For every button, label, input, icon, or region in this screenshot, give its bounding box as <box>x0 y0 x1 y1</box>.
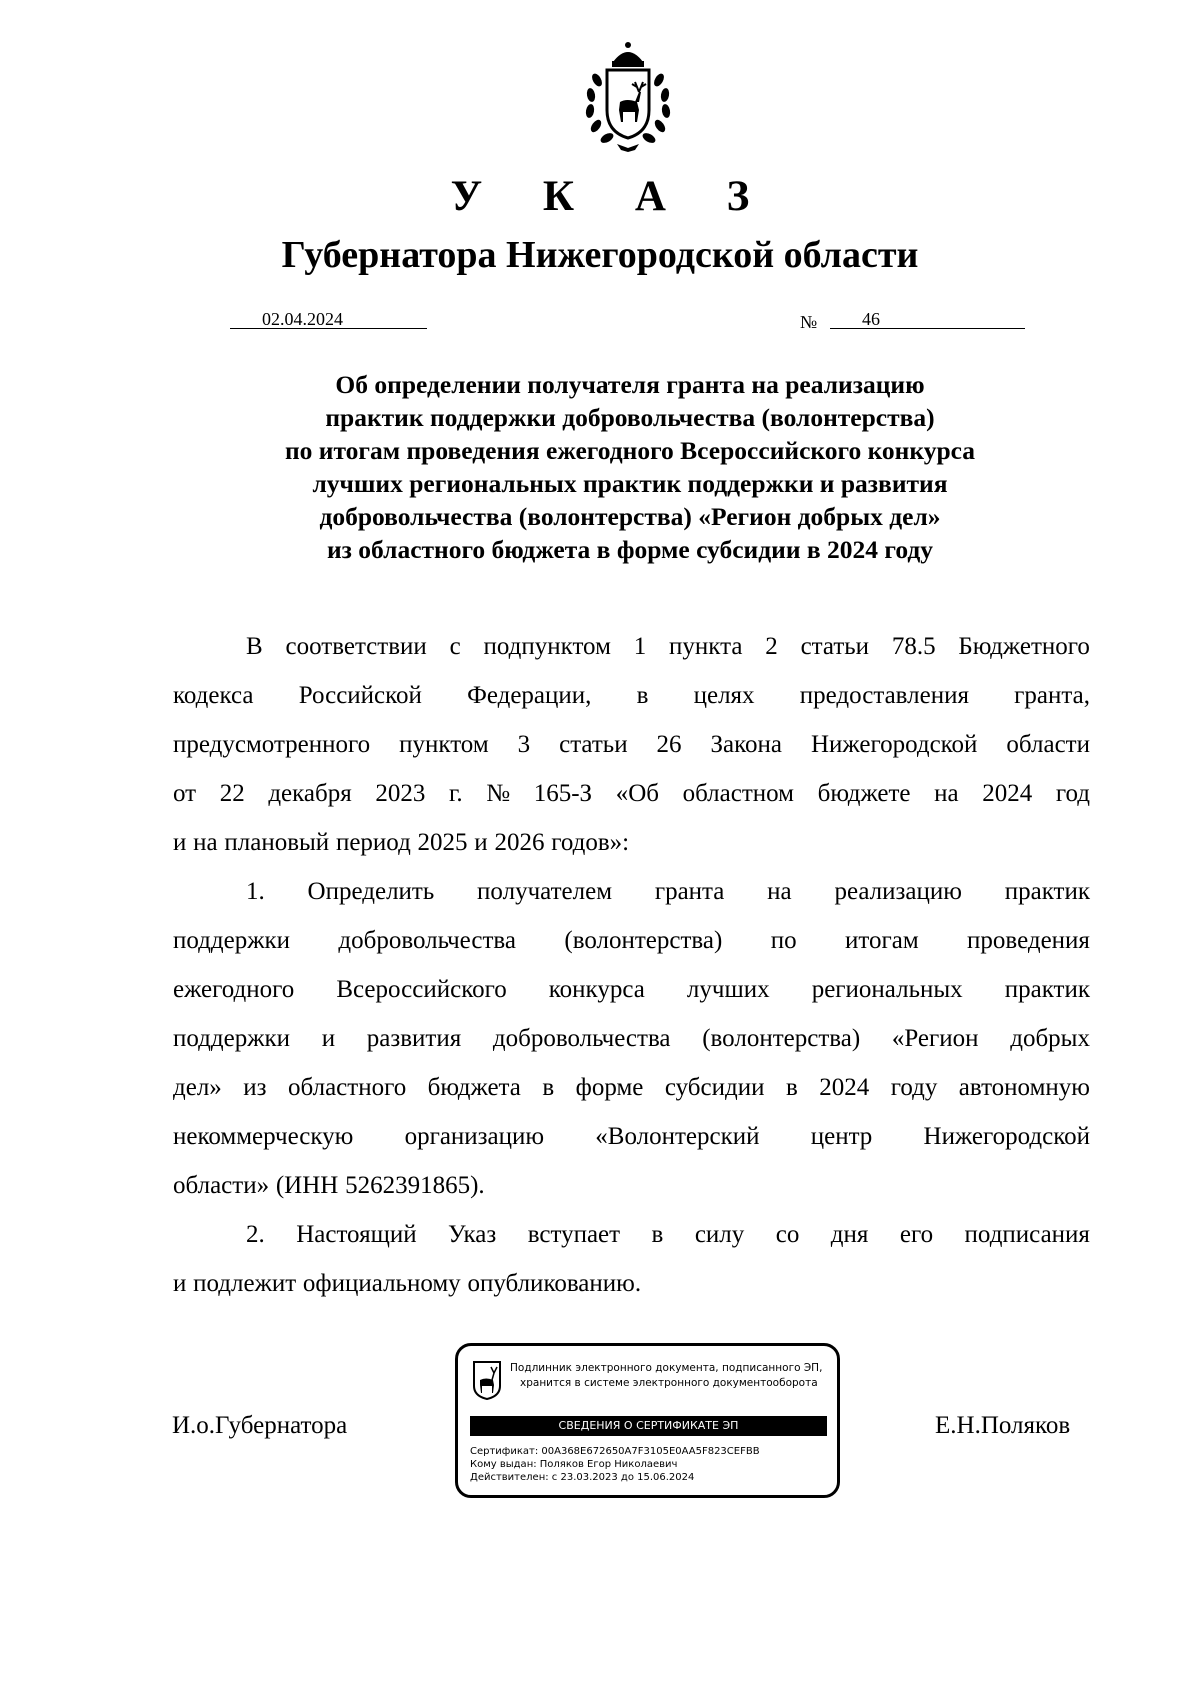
word: официальному <box>302 1270 461 1297</box>
word: и <box>474 829 488 856</box>
word: практик <box>1004 976 1090 1003</box>
word: 22 <box>219 780 245 807</box>
word: в <box>542 1074 555 1101</box>
word: 2 <box>765 633 778 660</box>
word: 2026 <box>494 829 545 856</box>
word: «Регион <box>891 1025 979 1052</box>
word: пунктом <box>399 731 489 758</box>
body-line <box>173 916 1090 965</box>
word: в <box>785 1074 798 1101</box>
body-line <box>173 720 1090 769</box>
word: вступает <box>527 1221 621 1248</box>
word: плановый <box>224 829 330 856</box>
word: годов»: <box>551 829 630 856</box>
word: период <box>335 829 411 856</box>
subject-line: по итогам проведения ежегодного Всероссийского конкурса <box>284 436 976 465</box>
word: подпунктом <box>483 633 611 660</box>
word: центр <box>810 1123 873 1150</box>
document-date: 02.04.2024 <box>262 309 343 329</box>
word: из <box>243 1074 267 1101</box>
word: Нижегородской <box>923 1123 1090 1150</box>
word: Указ <box>448 1221 497 1248</box>
word: региональных <box>811 976 963 1003</box>
word: предоставления <box>799 682 969 709</box>
word: подлежит <box>193 1270 297 1297</box>
word: Нижегородской <box>810 731 978 758</box>
word: 78.5 <box>891 633 936 660</box>
word: некоммерческую <box>173 1123 354 1150</box>
word: областном <box>682 780 794 807</box>
body-line <box>173 1259 1090 1308</box>
word: Федерации, <box>467 682 592 709</box>
certificate-owner: Кому выдан: Поляков Егор Николаевич <box>470 1459 678 1470</box>
body-line <box>173 965 1090 1014</box>
word: Российской <box>298 682 422 709</box>
word: Всероссийского <box>336 976 507 1003</box>
signer-position: И.о.Губернатора <box>172 1412 348 1439</box>
issuer-title: Губернатора Нижегородской области <box>281 234 919 276</box>
word: ежегодного <box>173 976 295 1003</box>
word: добровольчества <box>338 927 516 954</box>
word: 2024 <box>819 1074 870 1101</box>
word: получателем <box>477 878 613 905</box>
word: по <box>770 927 797 954</box>
word: Бюджетного <box>958 633 1090 660</box>
word: пункта <box>669 633 743 660</box>
body-line <box>173 1112 1090 1161</box>
body-line <box>173 622 1090 671</box>
body-line <box>173 1161 1090 1210</box>
word: от <box>173 780 197 807</box>
word: со <box>775 1221 800 1248</box>
body-line <box>173 1063 1090 1112</box>
word: дел» <box>173 1074 222 1101</box>
word: поддержки <box>173 927 290 954</box>
word: областного <box>288 1074 407 1101</box>
word: Определить <box>307 878 435 905</box>
word: на <box>934 780 959 807</box>
number-underline <box>830 328 1025 329</box>
coat-of-arms-icon <box>577 40 679 152</box>
word: предусмотренного <box>173 731 371 758</box>
word: бюджете <box>817 780 911 807</box>
word: 2025 <box>417 829 468 856</box>
certificate-id: Сертификат: 00A368E672650A7F3105E0AA5F823CEFBB <box>470 1446 760 1457</box>
word: «Об <box>615 780 659 807</box>
word: области» <box>173 1172 270 1199</box>
word: практик <box>1004 878 1090 905</box>
word: автономную <box>958 1074 1090 1101</box>
word: с <box>449 633 461 660</box>
word: и <box>173 829 187 856</box>
word: лучших <box>686 976 770 1003</box>
body-line <box>173 1014 1090 1063</box>
document-title: У К А З <box>450 173 775 220</box>
stamp-text-line: хранится в системе электронного документооборота <box>520 1377 818 1389</box>
word: декабря <box>268 780 352 807</box>
word: В <box>246 633 263 660</box>
signer-name: Е.Н.Поляков <box>935 1412 1071 1439</box>
word: реализацию <box>834 878 962 905</box>
body-line <box>173 818 1090 867</box>
subject-line: добровольчества (волонтерства) «Регион добрых дел» <box>319 502 941 531</box>
word: № <box>486 780 511 807</box>
electronic-signature-stamp <box>455 1343 840 1498</box>
word: опубликованию. <box>467 1270 642 1297</box>
word: и <box>321 1025 336 1052</box>
subject-line: из областного бюджета в форме субсидии в 2024 году <box>326 535 934 564</box>
word: в <box>651 1221 664 1248</box>
word: целях <box>693 682 755 709</box>
word: форме <box>575 1074 644 1101</box>
word: гранта, <box>1014 682 1090 709</box>
word: 2023 <box>375 780 426 807</box>
word: соответствии <box>285 633 427 660</box>
word: 2024 <box>982 780 1033 807</box>
word: подписания <box>964 1221 1090 1248</box>
document-subject <box>200 368 1060 566</box>
word: на <box>193 829 218 856</box>
word: силу <box>694 1221 745 1248</box>
subject-line: Об определении получателя гранта на реализацию <box>335 370 925 399</box>
word: 5262391865). <box>345 1172 485 1199</box>
deer-emblem-icon <box>472 1360 502 1400</box>
word: и <box>173 1270 187 1297</box>
word: поддержки <box>173 1025 290 1052</box>
word: добрых <box>1010 1025 1090 1052</box>
word: бюджета <box>427 1074 521 1101</box>
word: гранта <box>654 878 725 905</box>
word: 3 <box>517 731 531 758</box>
word: (ИНН <box>275 1172 339 1199</box>
number-sign: № <box>800 312 818 332</box>
date-underline <box>230 328 427 329</box>
word: Закона <box>710 731 782 758</box>
word: добровольчества <box>492 1025 671 1052</box>
word: 2. <box>246 1221 265 1248</box>
word: (волонтерства) <box>564 927 723 954</box>
word: конкурса <box>548 976 645 1003</box>
body-line <box>173 867 1090 916</box>
word: развития <box>366 1025 462 1052</box>
body-line <box>173 769 1090 818</box>
word: 26 <box>656 731 682 758</box>
word: дня <box>830 1221 869 1248</box>
certificate-header: СВЕДЕНИЯ О СЕРТИФИКАТЕ ЭП <box>470 1416 827 1436</box>
word: области <box>1006 731 1090 758</box>
word: в <box>636 682 649 709</box>
word: кодекса <box>173 682 254 709</box>
subject-line: лучших региональных практик поддержки и развития <box>312 469 948 498</box>
body-line <box>173 671 1090 720</box>
word: год <box>1055 780 1090 807</box>
word: организацию <box>404 1123 545 1150</box>
word: статьи <box>559 731 628 758</box>
word: проведения <box>967 927 1090 954</box>
subject-line: практик поддержки добровольчества (волонтерства) <box>325 403 935 432</box>
document-number: 46 <box>862 309 880 329</box>
word: «Волонтерский <box>595 1123 760 1150</box>
word: 1. <box>246 878 265 905</box>
word: статьи <box>800 633 870 660</box>
certificate-validity: Действителен: с 23.03.2023 до 15.06.2024 <box>470 1472 695 1483</box>
word: итогам <box>845 927 919 954</box>
body-line <box>173 1210 1090 1259</box>
stamp-text-line: Подлинник электронного документа, подписанного ЭП, <box>510 1362 823 1374</box>
word: (волонтерства) <box>702 1025 861 1052</box>
word: 165-З <box>533 780 593 807</box>
word: году <box>890 1074 938 1101</box>
word: его <box>899 1221 934 1248</box>
word: Настоящий <box>296 1221 417 1248</box>
word: на <box>767 878 792 905</box>
word: г. <box>448 780 463 807</box>
word: субсидии <box>664 1074 765 1101</box>
document-body <box>173 622 1090 1308</box>
word: 1 <box>633 633 647 660</box>
